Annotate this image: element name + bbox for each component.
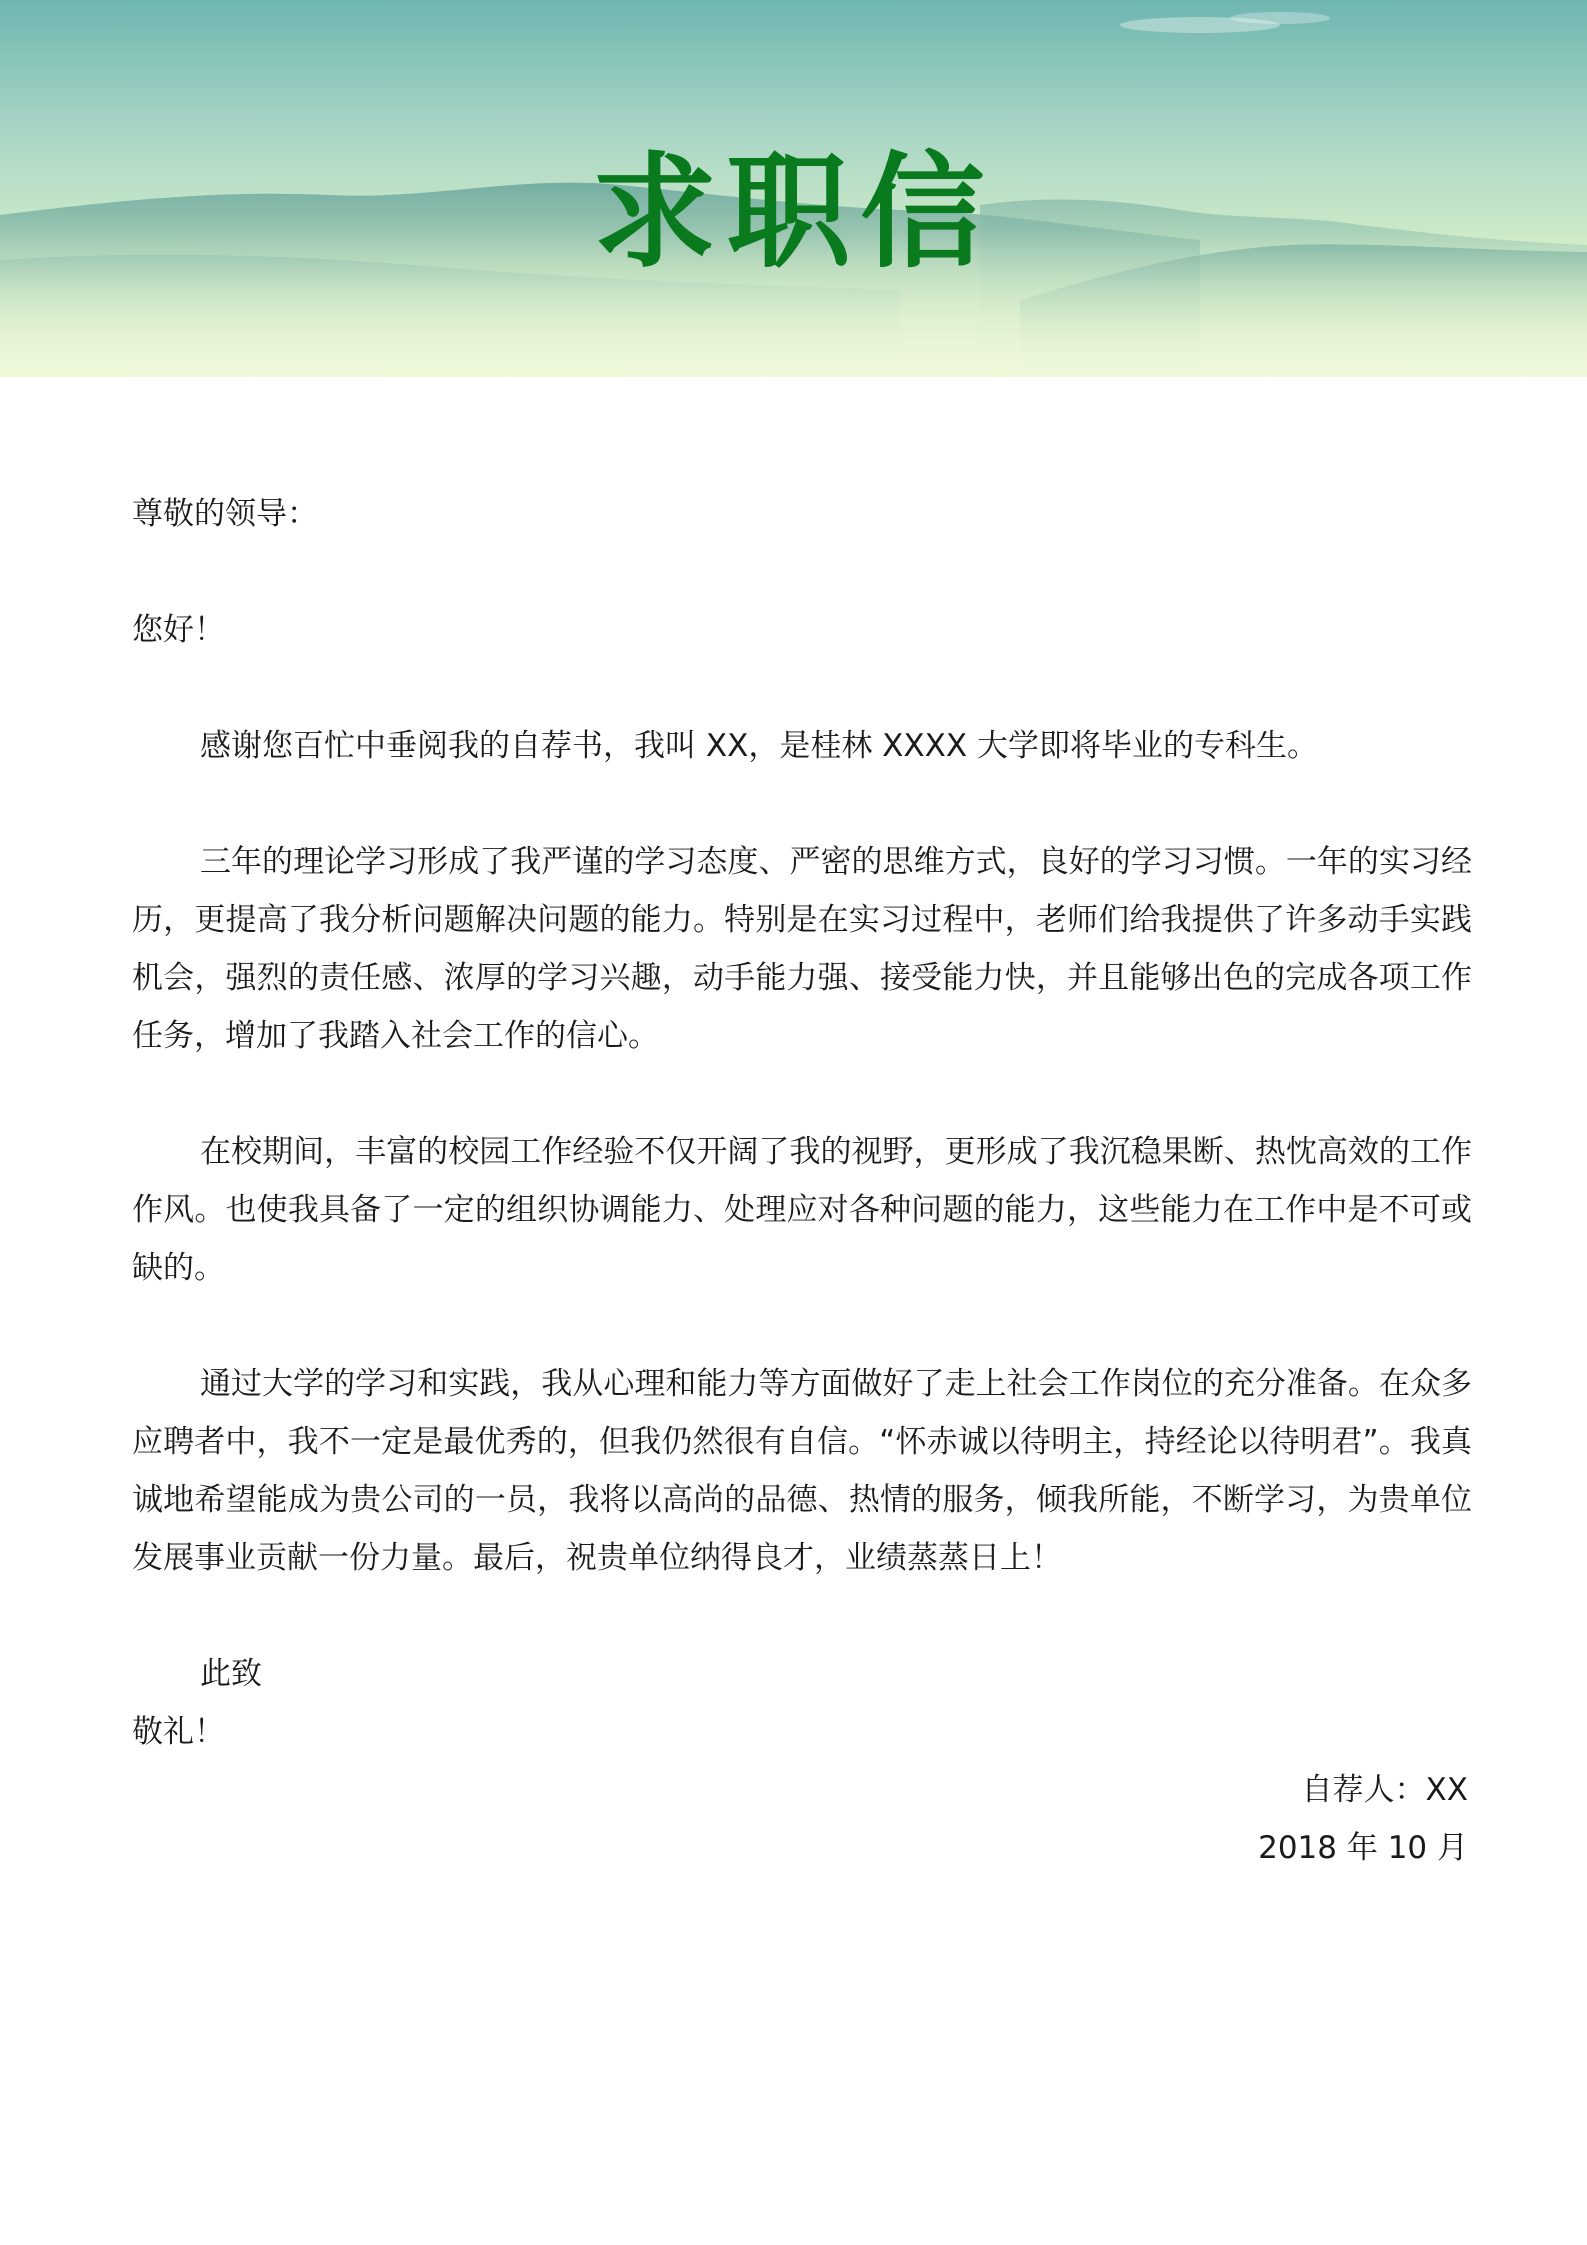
paragraph-campus: 在校期间，丰富的校园工作经验不仅开阔了我的视野，更形成了我沉稳果断、热忱高效的工作作风。也使我具备了一定的组织协调能力、处理应对各种问题的能力，这些能力在工作中是不可或缺的。 bbox=[132, 1134, 1472, 1286]
greeting: 您好！ bbox=[132, 612, 225, 648]
paragraph-study: 三年的理论学习形成了我严谨的学习态度、严密的思维方式，良好的学习习惯。一年的实习经历，更提高了我分析问题解决问题的能力。特别是在实习过程中，老师们给我提供了许多动手实践机会，强烈的责任感、浓厚的学习兴趣，动手能力强、接受能力快，并且能够出色的完成各项工作任务，增加了我踏入社会工作的信心。 bbox=[132, 844, 1472, 1054]
header-banner bbox=[0, 0, 1587, 377]
paragraph-intro: 感谢您百忙中垂阅我的自荐书，我叫 XX，是桂林 XXXX 大学即将毕业的专科生。 bbox=[200, 728, 1318, 764]
closing-line-1: 此致 bbox=[200, 1656, 262, 1692]
paragraph-closing: 通过大学的学习和实践，我从心理和能力等方面做好了走上社会工作岗位的充分准备。在众多应聘者中，我不一定是最优秀的，但我仍然很有自信。“怀赤诚以待明主，持经论以待明君”。我真诚地希望能成为贵公司的一员，我将以高尚的品德、热情的服务，倾我所能，不断学习，为贵单位发展事业贡献一份力量。最后，祝贵单位纳得良才，业绩蒸蒸日上！ bbox=[132, 1366, 1472, 1576]
closing-line-2: 敬礼！ bbox=[132, 1714, 225, 1750]
salutation: 尊敬的领导： bbox=[132, 496, 318, 532]
signature-date: 2018 年 10 月 bbox=[1258, 1830, 1468, 1866]
letter-body bbox=[132, 485, 1472, 1877]
page-title: 求职信 bbox=[592, 140, 995, 285]
signer-name: 自荐人：XX bbox=[1301, 1772, 1468, 1808]
